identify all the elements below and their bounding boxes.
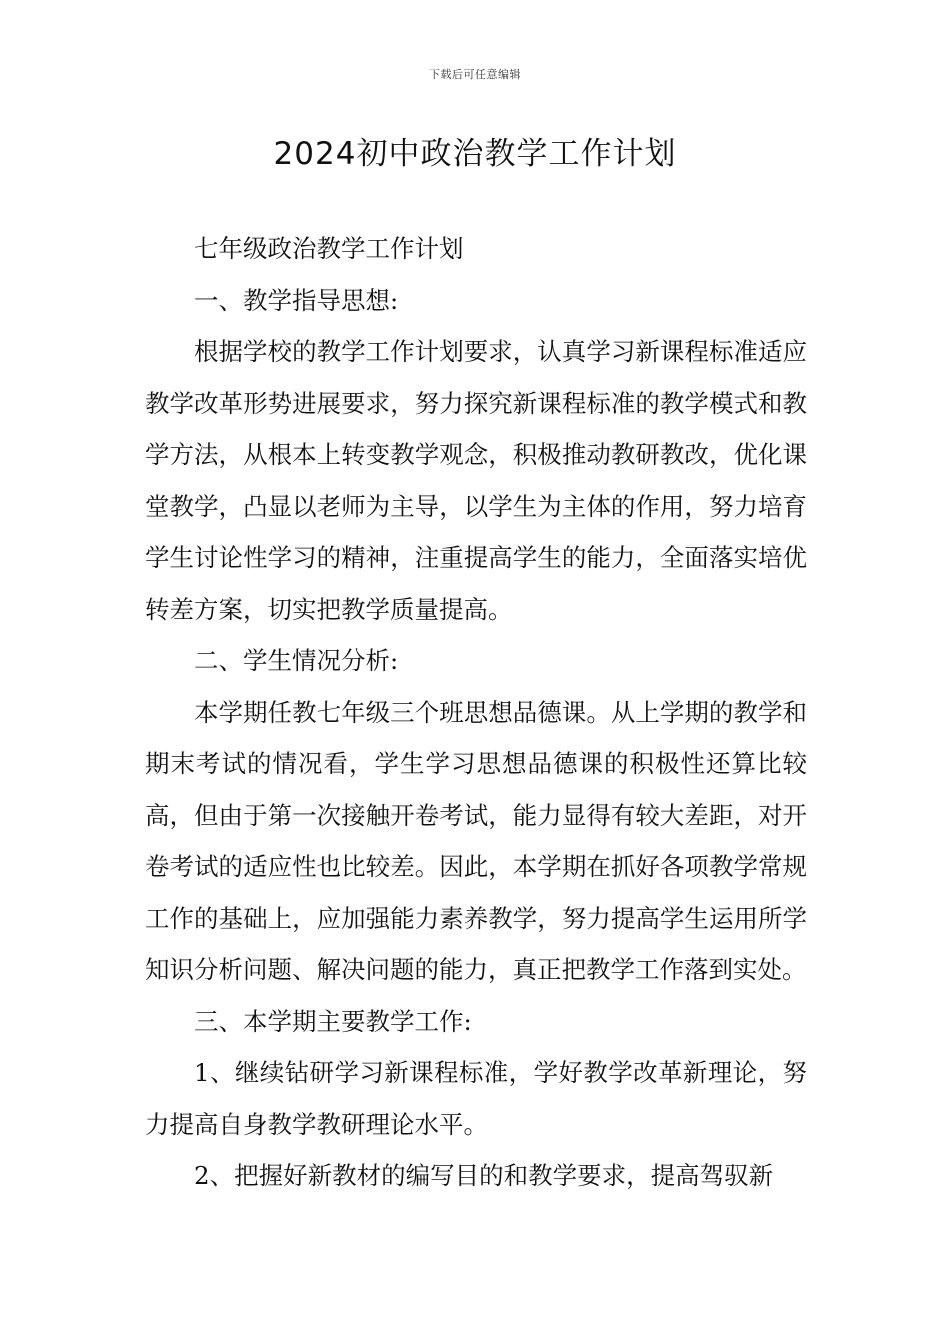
paragraph-work-item-2: 2、把握好新教材的编写目的和教学要求，提高驾驭新 bbox=[194, 1161, 774, 1190]
heading-teaching-guidance: 一、教学指导思想: bbox=[194, 285, 399, 315]
heading-main-work: 三、本学期主要教学工作: bbox=[194, 1006, 472, 1036]
section-subtitle: 七年级政治教学工作计划 bbox=[194, 234, 464, 263]
paragraph-work-item-1: 1、继续钻研学习新课程标准，学好教学改革新理论，努力提高自身教学教研理论水平。 bbox=[145, 1058, 807, 1139]
heading-student-analysis: 二、学生情况分析: bbox=[194, 646, 399, 675]
page-header-note: 下载后可任意编辑 bbox=[429, 68, 521, 81]
paragraph-teaching-guidance: 根据学校的教学工作计划要求，认真学习新课程标准适应教学改革形势进展要求，努力探究新课程标准的教学模式和教学方法，从根本上转变教学观念，积极推动教研教改，优化课堂教学，凸显以老师为主导，以学生为主体的作用，努力培育学生讨论性学习的精神，注重提高学生的能力，全面落实培优转差方案，切实把教学质量提高。 bbox=[145, 337, 807, 624]
document-title: 2024初中政治教学工作计划 bbox=[273, 136, 677, 172]
paragraph-student-analysis: 本学期任教七年级三个班思想品德课。从上学期的教学和期末考试的情况看，学生学习思想品德课的积极性还算比较高，但由于第一次接触开卷考试，能力显得有较大差距，对开卷考试的适应性也比较差。因此，本学期在抓好各项教学常规工作的基础上，应加强能力素养教学，努力提高学生运用所学知识分析问题、解决问题的能力，真正把教学工作落到实处。 bbox=[145, 697, 807, 984]
document-body bbox=[145, 223, 807, 1202]
